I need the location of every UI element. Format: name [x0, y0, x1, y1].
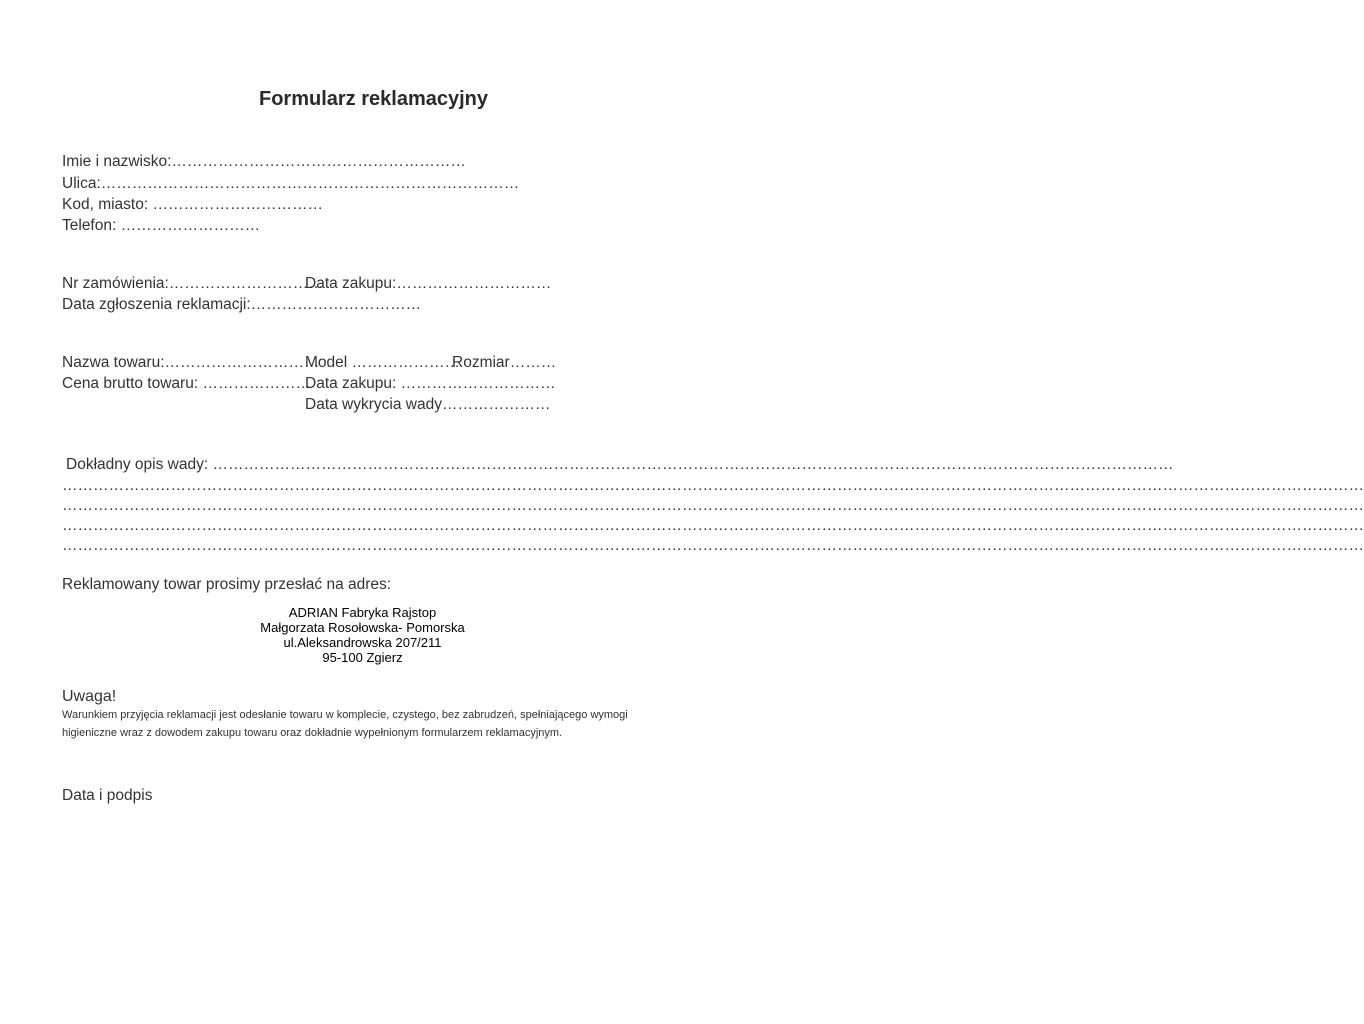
shipping-address-line: Małgorzata Rosołowska- Pomorska	[260, 620, 465, 635]
notice-heading: Uwaga!	[62, 688, 117, 705]
product-purchase-date-field: Data zakupu: …………………………	[305, 375, 556, 392]
shipping-address-line: ul.Aleksandrowska 207/211	[283, 635, 442, 650]
customer-city-field: Kod, miasto: ……………………………	[62, 196, 323, 213]
product-price-field: Cena brutto towaru: …………………	[62, 375, 311, 392]
defect-description-line: ………………………………………………………………………………………………………………………………………………………………………………………………………………………………	[62, 537, 1364, 554]
defect-description-label: Dokładny opis wady: ……………………………………………………………………………………………………………………………………………………………………	[66, 456, 1174, 473]
customer-name-field: Imie i nazwisko:…………………………………………………	[62, 153, 466, 170]
signature-label: Data i podpis	[62, 787, 153, 804]
product-name-field: Nazwa towaru:…………………………	[62, 354, 320, 371]
order-purchase-date-field: Data zakupu:…………………………	[305, 275, 552, 292]
defect-detection-date-field: Data wykrycia wady…………………	[305, 396, 551, 413]
notice-text-line: higieniczne wraz z dowodem zakupu towaru oraz dokładnie wypełnionym formularzem reklamacyjnym.	[62, 727, 563, 739]
order-number-field: Nr zamówienia:…………………………	[62, 275, 324, 292]
product-model-field: Model …………………	[305, 354, 461, 371]
product-size-field: Rozmiar………	[452, 354, 557, 371]
complaint-date-field: Data zgłoszenia reklamacji:……………………………	[62, 296, 422, 313]
defect-description-line: ………………………………………………………………………………………………………………………………………………………………………………………………………………………………	[62, 517, 1364, 534]
customer-street-field: Ulica:………………………………………………………………………	[62, 175, 520, 192]
notice-text-line: Warunkiem przyjęcia reklamacji jest odesłanie towaru w komplecie, czystego, bez zabrudzeń, spełniającego wymogi	[62, 709, 628, 721]
shipping-heading: Reklamowany towar prosimy przesłać na adres:	[62, 576, 392, 593]
defect-description-line: ………………………………………………………………………………………………………………………………………………………………………………………………………………………………	[62, 477, 1364, 494]
shipping-address-line: ADRIAN Fabryka Rajstop	[288, 605, 437, 620]
customer-phone-field: Telefon: ………………………	[62, 217, 261, 234]
defect-description-line: ………………………………………………………………………………………………………………………………………………………………………………………………………………………………	[62, 497, 1364, 514]
shipping-address-line: 95-100 Zgierz	[322, 650, 403, 665]
page-title: Formularz reklamacyjny	[259, 88, 488, 110]
